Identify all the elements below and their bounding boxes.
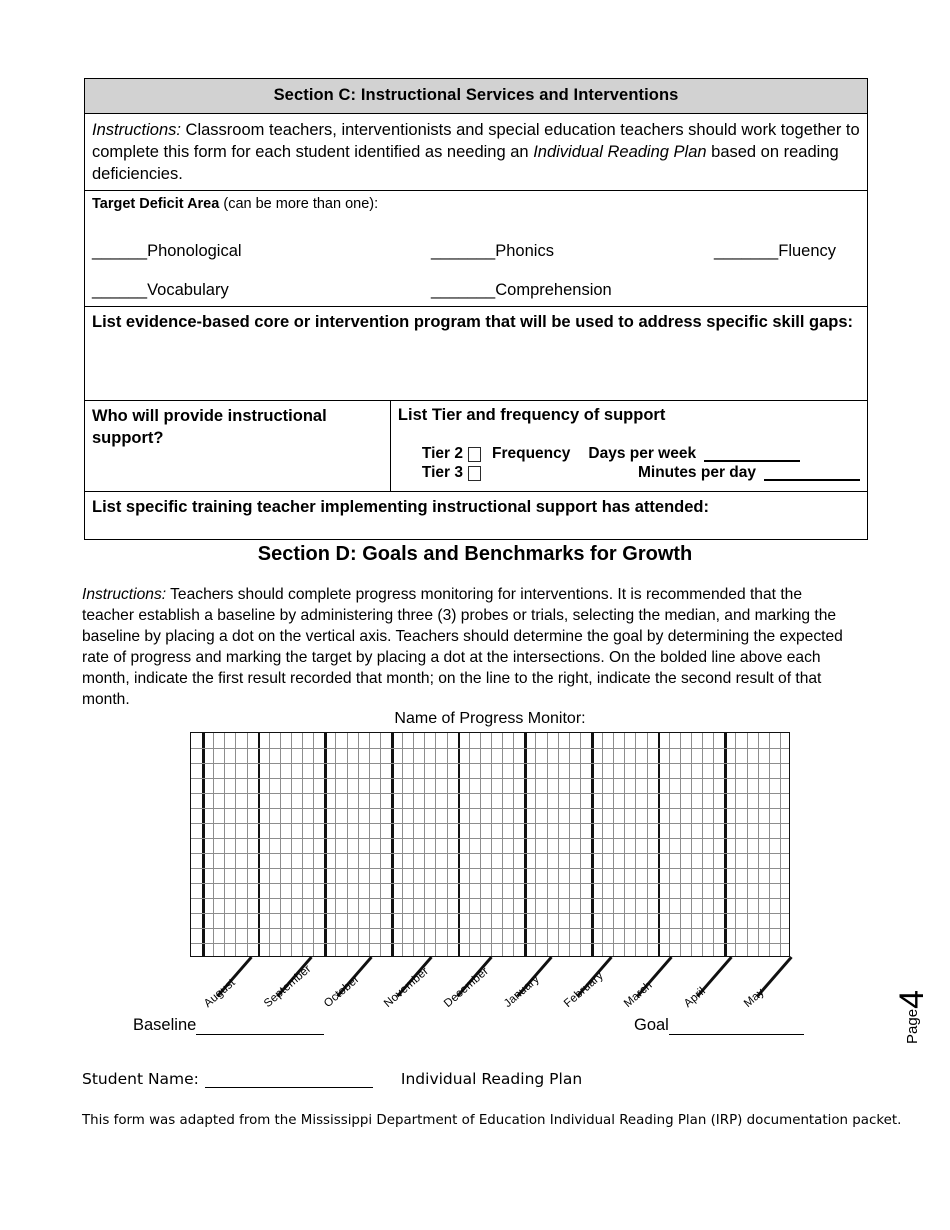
intervention-program-row[interactable]	[85, 307, 867, 401]
chart-gridline-vertical	[624, 733, 625, 956]
chart-gridline-vertical	[302, 733, 303, 956]
chart-month-divider	[391, 733, 394, 956]
tier-3-checkbox[interactable]	[468, 466, 481, 481]
minutes-per-day-label: Minutes per day	[638, 464, 756, 482]
chart-gridline-vertical	[402, 733, 403, 956]
month-label-march: March	[622, 979, 655, 1011]
deficit-blank-vocabulary[interactable]: ______	[92, 280, 148, 299]
instructions-label: Instructions:	[92, 121, 181, 139]
tier-3-line	[422, 464, 860, 483]
chart-gridline-horizontal	[191, 868, 789, 869]
chart-gridline-horizontal	[191, 898, 789, 899]
month-label-february: February	[562, 969, 606, 1011]
adaptation-note: This form was adapted from the Mississippi Department of Education Individual Reading Plan (IRP) documentation packet.	[82, 1113, 902, 1128]
section-d-instructions-label: Instructions:	[82, 586, 167, 603]
chart-gridline-vertical	[280, 733, 281, 956]
deficit-label-vocabulary: Vocabulary	[147, 280, 229, 299]
goal-field[interactable]	[634, 1016, 804, 1035]
deficit-option-phonics[interactable]	[431, 242, 554, 261]
deficit-label-comprehension: Comprehension	[495, 280, 612, 299]
month-label-september: September	[262, 962, 314, 1011]
deficit-option-fluency[interactable]	[714, 242, 836, 261]
deficit-label-fluency: Fluency	[778, 241, 837, 260]
chart-gridline-vertical	[702, 733, 703, 956]
chart-gridline-horizontal	[191, 763, 789, 764]
chart-gridline-horizontal	[191, 748, 789, 749]
chart-month-divider	[258, 733, 261, 956]
target-deficit-area-row	[85, 191, 867, 307]
progress-monitor-name-label: Name of Progress Monitor:	[394, 710, 586, 727]
deficit-label-phonics: Phonics	[495, 241, 554, 260]
deficit-option-phonological[interactable]	[92, 242, 242, 261]
chart-gridline-vertical	[769, 733, 770, 956]
chart-gridline-vertical	[691, 733, 692, 956]
chart-gridline-vertical	[780, 733, 781, 956]
minutes-per-day-blank[interactable]	[764, 466, 860, 481]
who-provides-support-cell[interactable]	[85, 401, 391, 491]
chart-gridline-vertical	[247, 733, 248, 956]
chart-gridline-vertical	[435, 733, 436, 956]
section-c-table	[84, 78, 868, 540]
training-attended-row[interactable]	[85, 492, 867, 539]
chart-gridline-vertical	[747, 733, 748, 956]
deficit-blank-phonological[interactable]: ______	[92, 241, 148, 260]
goal-blank[interactable]	[669, 1020, 804, 1035]
baseline-label: Baseline	[133, 1016, 197, 1034]
who-provides-support-prompt: Who will provide instructional support?	[92, 406, 327, 447]
deficit-option-comprehension[interactable]	[431, 281, 612, 300]
support-and-tier-row	[85, 401, 867, 492]
chart-gridline-vertical	[213, 733, 214, 956]
chart-gridline-horizontal	[191, 883, 789, 884]
intervention-program-prompt: List evidence-based core or intervention program that will be used to address specific skill gaps:	[92, 312, 854, 331]
chart-gridline-vertical	[547, 733, 548, 956]
chart-month-axis	[190, 957, 810, 1015]
tier-options-block	[422, 445, 860, 483]
page-number-value: 4	[893, 990, 931, 1009]
chart-gridline-horizontal	[191, 823, 789, 824]
chart-gridline-horizontal	[191, 853, 789, 854]
chart-gridline-vertical	[713, 733, 714, 956]
chart-gridline-vertical	[580, 733, 581, 956]
chart-gridline-vertical	[602, 733, 603, 956]
tier-2-checkbox[interactable]	[468, 447, 481, 462]
chart-gridline-horizontal	[191, 808, 789, 809]
chart-gridline-vertical	[613, 733, 614, 956]
month-label-october: October	[322, 973, 362, 1011]
target-deficit-heading	[92, 196, 860, 212]
chart-gridline-vertical	[347, 733, 348, 956]
chart-month-divider	[658, 733, 661, 956]
chart-month-divider	[724, 733, 727, 956]
chart-month-divider	[458, 733, 461, 956]
chart-gridline-vertical	[335, 733, 336, 956]
chart-gridline-vertical	[358, 733, 359, 956]
chart-gridline-horizontal	[191, 793, 789, 794]
page-number	[893, 990, 932, 1044]
chart-gridline-horizontal	[191, 913, 789, 914]
tier-frequency-prompt: List Tier and frequency of support	[397, 405, 666, 424]
instructions-text-2: based on reading deficiencies.	[92, 142, 839, 183]
deficit-blank-fluency[interactable]: _______	[714, 241, 779, 260]
chart-month-divider	[591, 733, 594, 956]
chart-gridline-vertical	[647, 733, 648, 956]
chart-gridline-vertical	[313, 733, 314, 956]
plan-label: Individual Reading Plan	[400, 1070, 583, 1088]
deficit-option-vocabulary[interactable]	[92, 281, 229, 300]
tier-2-label: Tier 2	[421, 445, 463, 463]
tier-2-line	[422, 445, 860, 464]
deficit-label-phonological: Phonological	[147, 241, 242, 260]
chart-gridline-vertical	[758, 733, 759, 956]
month-label-december: December	[442, 965, 492, 1011]
frequency-label: Frequency	[492, 445, 571, 463]
chart-gridline-vertical	[669, 733, 670, 956]
section-d-title: Section D: Goals and Benchmarks for Growth	[257, 543, 693, 565]
section-c-header: Section C: Instructional Services and Interventions	[85, 79, 867, 114]
chart-month-divider	[524, 733, 527, 956]
chart-gridline-vertical	[424, 733, 425, 956]
chart-gridline-vertical	[680, 733, 681, 956]
chart-gridline-vertical	[380, 733, 381, 956]
chart-gridline-vertical	[413, 733, 414, 956]
baseline-goal-row	[0, 1016, 950, 1044]
chart-gridline-horizontal	[191, 943, 789, 944]
training-attended-prompt: List specific training teacher implementing instructional support has attended:	[92, 497, 710, 516]
chart-gridline-vertical	[513, 733, 514, 956]
chart-gridline-vertical	[269, 733, 270, 956]
chart-gridline-vertical	[535, 733, 536, 956]
progress-monitoring-chart[interactable]	[190, 732, 790, 957]
tier-3-label: Tier 3	[421, 464, 463, 482]
student-name-label: Student Name:	[82, 1070, 199, 1088]
month-label-november: November	[382, 965, 432, 1011]
chart-grid[interactable]	[190, 732, 790, 957]
baseline-field[interactable]	[133, 1016, 324, 1035]
chart-gridline-vertical	[569, 733, 570, 956]
section-d-instructions-body: Teachers should complete progress monitoring for interventions. It is recommended that the teacher establish a baseline by administering three (3) probes or trials, selecting the median, and marking the baseline by placing a dot on the vertical axis. Teachers should determine the goal by determining the expected rate of progress and marking the target by placing a dot at the intersections. On the bolded line above each month, indicate the first result recorded that month; on the line to the right, indicate the second result of that month.	[82, 586, 843, 708]
chart-month-divider	[202, 733, 205, 956]
month-label-january: January	[502, 973, 542, 1011]
days-per-week-label: Days per week	[588, 445, 697, 463]
chart-gridline-horizontal	[191, 778, 789, 779]
student-name-blank[interactable]	[205, 1073, 373, 1088]
tier-frequency-cell	[391, 401, 867, 491]
deficit-blank-phonics[interactable]: _______	[431, 241, 496, 260]
chart-gridline-horizontal	[191, 838, 789, 839]
month-label-august: August	[202, 976, 238, 1011]
chart-gridline-horizontal	[191, 928, 789, 929]
deficit-blank-comprehension[interactable]: _______	[431, 280, 496, 299]
deficit-options-grid	[92, 214, 860, 300]
chart-gridline-vertical	[291, 733, 292, 956]
chart-gridline-vertical	[502, 733, 503, 956]
instructions-text-1: Classroom teachers, interventionists and special education teachers should work together to complete this form for each student identified as needing an	[92, 121, 860, 161]
chart-gridline-vertical	[558, 733, 559, 956]
section-d-instructions	[82, 585, 850, 711]
target-deficit-title: Target Deficit Area	[92, 195, 220, 212]
chart-month-divider	[324, 733, 327, 956]
chart-gridline-vertical	[480, 733, 481, 956]
chart-gridline-vertical	[735, 733, 736, 956]
chart-gridline-vertical	[224, 733, 225, 956]
days-per-week-blank[interactable]	[704, 447, 800, 462]
month-label-may: May	[742, 986, 767, 1011]
chart-gridline-vertical	[235, 733, 236, 956]
student-name-row	[82, 1070, 582, 1088]
goal-label: Goal	[634, 1016, 669, 1034]
month-label-april: April	[682, 985, 708, 1011]
chart-gridline-vertical	[491, 733, 492, 956]
irp-italic-term: Individual Reading Plan	[533, 142, 707, 161]
page-word: Page	[904, 1008, 921, 1044]
baseline-blank[interactable]	[196, 1020, 324, 1035]
chart-gridline-vertical	[469, 733, 470, 956]
chart-gridline-vertical	[635, 733, 636, 956]
section-c-instructions	[85, 114, 867, 191]
chart-gridline-vertical	[369, 733, 370, 956]
chart-gridline-vertical	[447, 733, 448, 956]
target-deficit-note: (can be more than one):	[223, 195, 379, 212]
